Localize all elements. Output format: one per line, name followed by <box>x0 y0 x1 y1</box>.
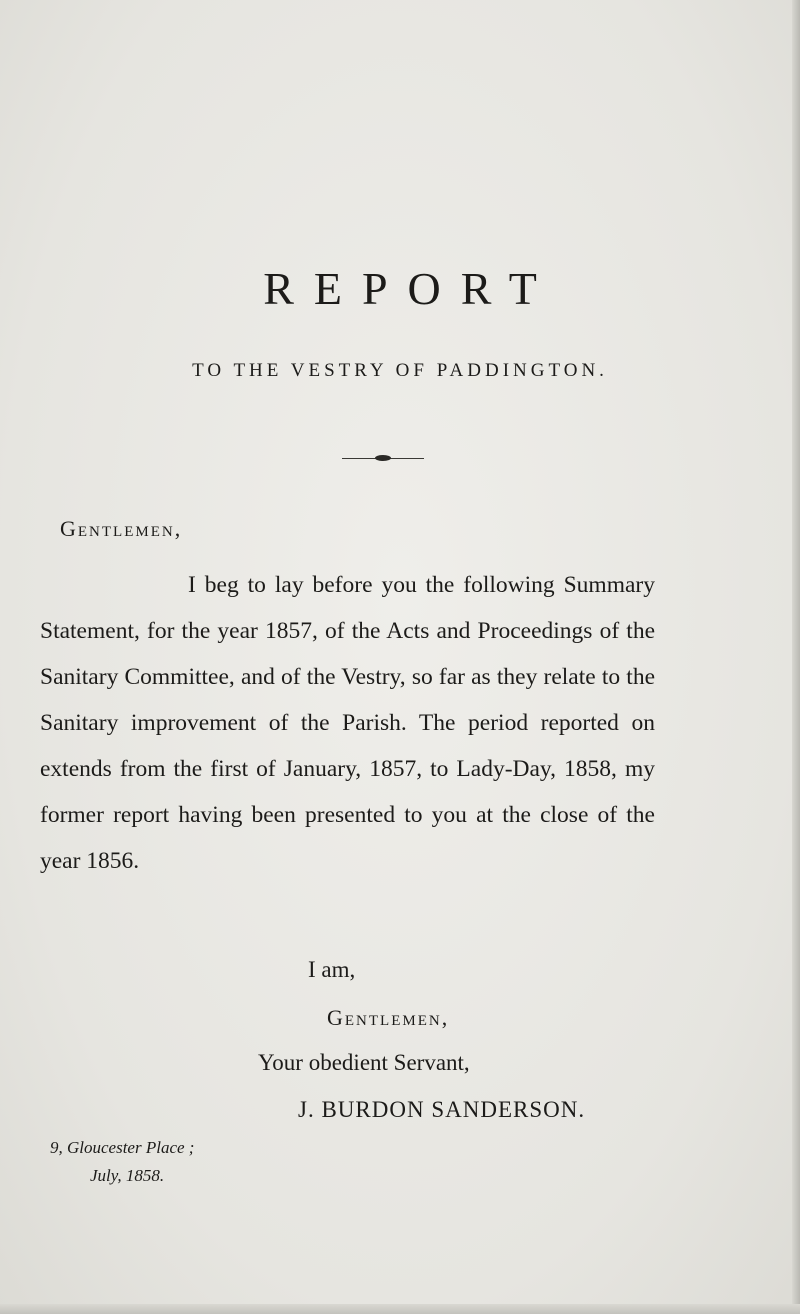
address-line: 9, Gloucester Place ; <box>50 1138 195 1157</box>
report-subtitle: TO THE VESTRY OF PADDINGTON. <box>192 360 608 381</box>
closing-line-i-am: I am, <box>308 957 356 982</box>
signature: J. BURDON SANDERSON. <box>298 1097 586 1122</box>
closing-line-servant: Your obedient Servant, <box>258 1050 470 1075</box>
page-edge-right <box>792 0 800 1314</box>
salutation: Gentlemen, <box>60 516 183 541</box>
date-line: July, 1858. <box>90 1166 165 1185</box>
report-title: REPORT <box>263 263 557 314</box>
page-edge-bottom <box>0 1304 800 1314</box>
body-paragraph: I beg to lay before you the following Summary Statement, for the year 1857, of the Acts and Proceedings of the Sanitary Committee, and of the Vestry, so far as they relate to the Sanitary improvement of the Parish. The period reported on extends from the first of January, 1857, to Lady-Day, 1858, my former report having been presented to you at the close of the year 1856. <box>40 572 655 874</box>
closing-line-gentlemen: Gentlemen, <box>327 1005 450 1030</box>
decorative-rule-ornament <box>375 455 391 461</box>
